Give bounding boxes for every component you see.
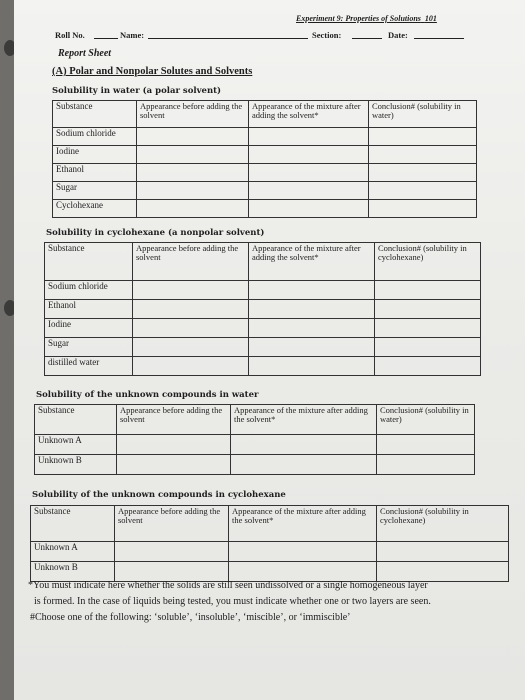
date-line[interactable]: [414, 38, 464, 39]
header-cell: Appearance of the mixture after adding the solvent*: [249, 101, 369, 128]
entry-cell[interactable]: [377, 455, 475, 475]
row-label: Sugar: [45, 338, 133, 357]
entry-cell[interactable]: [117, 455, 231, 475]
entry-cell[interactable]: [229, 562, 377, 582]
header-cell: Substance: [45, 243, 133, 281]
entry-cell[interactable]: [249, 164, 369, 182]
header-cell: Conclusion# (solubility in cyclohexane): [377, 506, 509, 542]
unknowns-table-water: [34, 404, 475, 475]
table-row: [53, 164, 477, 182]
name-label: Name:: [120, 30, 145, 40]
table-row: [45, 300, 481, 319]
entry-cell[interactable]: [249, 300, 375, 319]
header-cell: Appearance of the mixture after adding the solvent*: [229, 506, 377, 542]
table-row: [53, 128, 477, 146]
entry-cell[interactable]: [377, 435, 475, 455]
entry-cell[interactable]: [137, 146, 249, 164]
section-title: (A) Polar and Nonpolar Solutes and Solvents: [52, 66, 253, 77]
experiment-title: Experiment 9: Properties of Solutions: [296, 14, 421, 23]
entry-cell[interactable]: [375, 357, 481, 376]
entry-cell[interactable]: [133, 338, 249, 357]
header-cell: Substance: [35, 405, 117, 435]
table-row: [31, 542, 509, 562]
table-title: Solubility of the unknown compounds in water: [36, 390, 259, 400]
report-title: Report Sheet: [58, 48, 112, 59]
entry-cell[interactable]: [369, 182, 477, 200]
solubility-table-water: [52, 100, 477, 218]
entry-cell[interactable]: [369, 146, 477, 164]
roll-no-line[interactable]: [94, 38, 118, 39]
entry-cell[interactable]: [249, 200, 369, 218]
table-row: [35, 435, 475, 455]
header-cell: Conclusion# (solubility in water): [369, 101, 477, 128]
row-label: Cyclohexane: [53, 200, 137, 218]
header-cell: Appearance before adding the solvent: [133, 243, 249, 281]
table-title: Solubility in water (a polar solvent): [52, 86, 222, 96]
header-cell: Conclusion# (solubility in water): [377, 405, 475, 435]
table-row: [45, 357, 481, 376]
entry-cell[interactable]: [249, 357, 375, 376]
entry-cell[interactable]: [375, 319, 481, 338]
entry-cell[interactable]: [137, 182, 249, 200]
row-label: Sodium chloride: [45, 281, 133, 300]
entry-cell[interactable]: [137, 128, 249, 146]
experiment-header: [296, 14, 437, 23]
entry-cell[interactable]: [229, 542, 377, 562]
unknowns-table-cyclohexane: [30, 505, 509, 582]
header-cell: Appearance of the mixture after adding the solvent*: [231, 405, 377, 435]
entry-cell[interactable]: [115, 562, 229, 582]
entry-cell[interactable]: [133, 319, 249, 338]
header-cell: Conclusion# (solubility in cyclohexane): [375, 243, 481, 281]
entry-cell[interactable]: [375, 281, 481, 300]
table-row: [53, 146, 477, 164]
entry-cell[interactable]: [369, 128, 477, 146]
table-row: [35, 455, 475, 475]
entry-cell[interactable]: [377, 562, 509, 582]
entry-cell[interactable]: [137, 200, 249, 218]
table-title: Solubility in cyclohexane (a nonpolar solvent): [46, 228, 265, 238]
entry-cell[interactable]: [249, 146, 369, 164]
row-label: Iodine: [53, 146, 137, 164]
entry-cell[interactable]: [249, 338, 375, 357]
header-cell: Substance: [53, 101, 137, 128]
entry-cell[interactable]: [377, 542, 509, 562]
entry-cell[interactable]: [375, 300, 481, 319]
page-edge-shadow: [0, 0, 14, 700]
row-label: Unknown B: [35, 455, 117, 475]
entry-cell[interactable]: [231, 435, 377, 455]
row-label: Sugar: [53, 182, 137, 200]
entry-cell[interactable]: [133, 281, 249, 300]
row-label: distilled water: [45, 357, 133, 376]
row-label: Unknown A: [31, 542, 115, 562]
entry-cell[interactable]: [369, 200, 477, 218]
row-label: Sodium chloride: [53, 128, 137, 146]
entry-cell[interactable]: [369, 164, 477, 182]
entry-cell[interactable]: [115, 542, 229, 562]
header-cell: Appearance before adding the solvent: [115, 506, 229, 542]
row-label: Ethanol: [45, 300, 133, 319]
entry-cell[interactable]: [133, 357, 249, 376]
entry-cell[interactable]: [249, 319, 375, 338]
header-cell: Appearance before adding the solvent: [117, 405, 231, 435]
table-row: [45, 319, 481, 338]
footnote-hash-line: #Choose one of the following: ‘soluble’, ‘insoluble’, ‘miscible’, or ‘immiscible’: [30, 612, 351, 623]
name-line[interactable]: [148, 38, 308, 39]
row-label: Ethanol: [53, 164, 137, 182]
footnote-star-line2: is formed. In the case of liquids being tested, you must indicate whether one or two layers are seen.: [34, 596, 431, 607]
table-row: [31, 562, 509, 582]
header-cell: Appearance of the mixture after adding the solvent*: [249, 243, 375, 281]
entry-cell[interactable]: [375, 338, 481, 357]
entry-cell[interactable]: [231, 455, 377, 475]
footnote-star-line1: *You must indicate here whether the solids are still seen undissolved or a single homogeneous layer: [28, 580, 428, 591]
solubility-table-cyclohexane: [44, 242, 481, 376]
date-label: Date:: [388, 30, 408, 40]
entry-cell[interactable]: [249, 128, 369, 146]
row-label: Iodine: [45, 319, 133, 338]
page-number: 101: [424, 14, 437, 23]
entry-cell[interactable]: [249, 281, 375, 300]
entry-cell[interactable]: [117, 435, 231, 455]
entry-cell[interactable]: [137, 164, 249, 182]
row-label: Unknown B: [31, 562, 115, 582]
entry-cell[interactable]: [249, 182, 369, 200]
table-row: [53, 182, 477, 200]
section-line[interactable]: [352, 38, 382, 39]
header-cell: Substance: [31, 506, 115, 542]
table-title: Solubility of the unknown compounds in cyclohexane: [32, 490, 286, 500]
header-cell: Appearance before adding the solvent: [137, 101, 249, 128]
table-row: [45, 281, 481, 300]
table-row: [53, 200, 477, 218]
section-label: Section:: [312, 30, 342, 40]
row-label: Unknown A: [35, 435, 117, 455]
roll-no-label: Roll No.: [55, 30, 85, 40]
table-row: [45, 338, 481, 357]
entry-cell[interactable]: [133, 300, 249, 319]
